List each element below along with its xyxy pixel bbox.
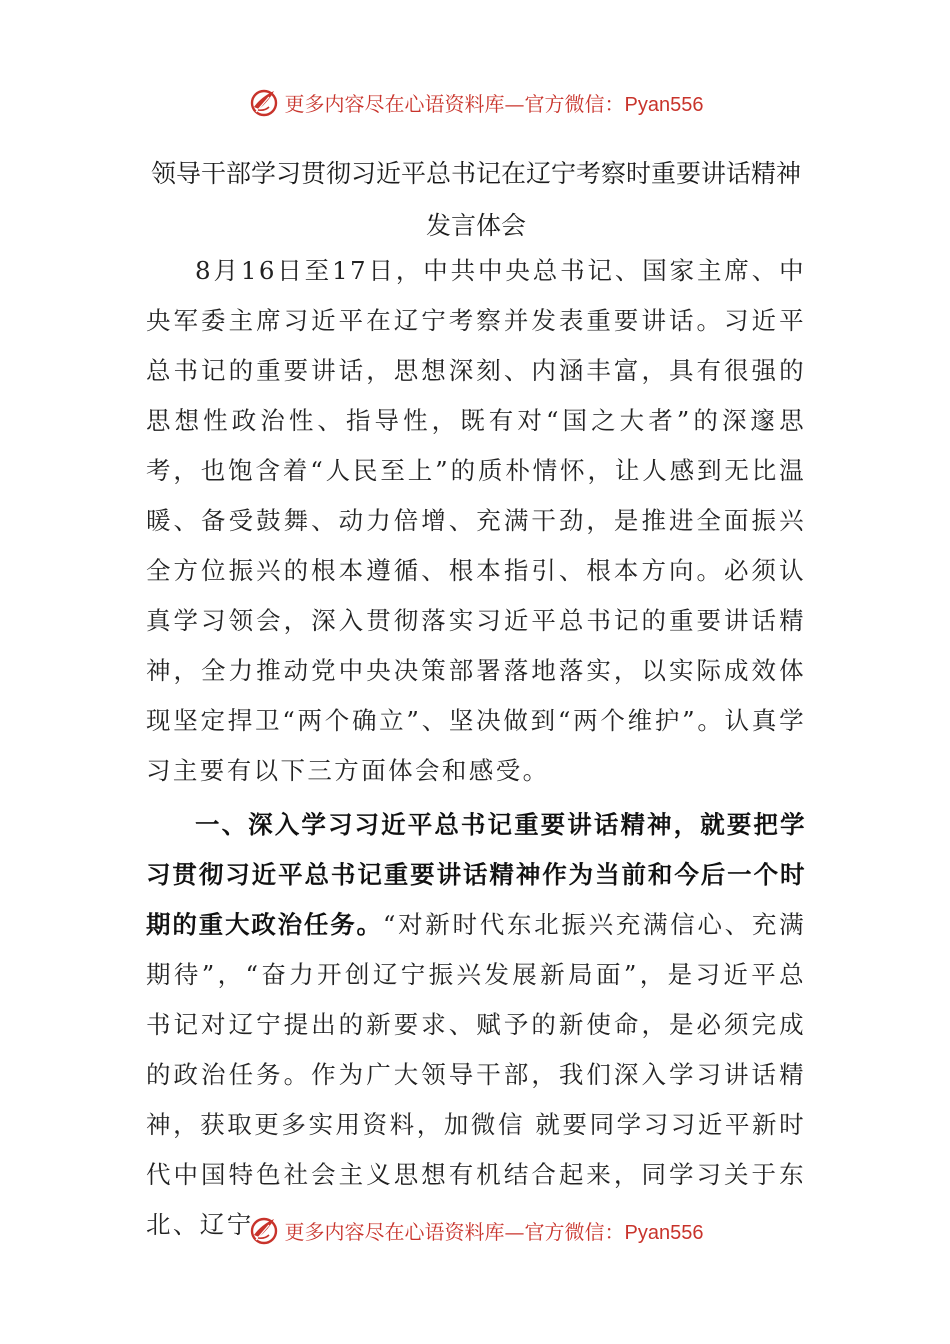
paragraph-section-one [146, 800, 806, 1250]
section-heading: 一、深入学习习近平总书记重要讲话精神，就要把学习贯彻习近平总书记重要讲话精神作为当前和今后一个时期的重大政治任务。 [146, 810, 806, 939]
document-title: 领导干部学习贯彻习近平总书记在辽宁考察时重要讲话精神发言体会 [150, 159, 801, 240]
watermark-banner-top [0, 82, 950, 122]
watermark-handle: Pyan556 [624, 1221, 704, 1244]
watermark-text: 更多内容尽在心语资料库—官方微信：Pyan556 [284, 91, 704, 116]
section-body: “对新时代东北振兴充满信心、充满期待”，“奋力开创辽宁振兴发展新局面”，是习近平总书记对辽宁提出的新要求、赋予的新使命，是必须完成的政治任务。作为广大领导干部，我们深入学习讲话精神，获取更多实用资料，加微信 就要同学习习近平新时代中国特色社会主义思想有机结合起来，同学习关于东北、辽宁 [146, 910, 806, 1239]
watermark-banner-bottom [0, 1210, 950, 1250]
watermark-handle: Pyan556 [624, 93, 704, 116]
document-body [146, 246, 806, 1250]
quill-logo-icon [247, 85, 281, 119]
watermark-text: 更多内容尽在心语资料库—官方微信：Pyan556 [284, 1219, 704, 1244]
paragraph-intro: 8月16日至17日，中共中央总书记、国家主席、中央军委主席习近平在辽宁考察并发表重要讲话。习近平总书记的重要讲话，思想深刻、内涵丰富，具有很强的思想性政治性、指导性，既有对“国之大者”的深邃思考，也饱含着“人民至上”的质朴情怀，让人感到无比温暖、备受鼓舞、动力倍增、充满干劲，是推进全面振兴全方位振兴的根本遵循、根本指引、根本方向。必须认真学习领会，深入贯彻落实习近平总书记的重要讲话精神，全力推动党中央决策部署落地落实，以实际成效体现坚定捍卫“两个确立”、坚决做到“两个维护”。认真学习主要有以下三方面体会和感受。 [146, 256, 806, 785]
quill-logo-icon [247, 1213, 281, 1247]
